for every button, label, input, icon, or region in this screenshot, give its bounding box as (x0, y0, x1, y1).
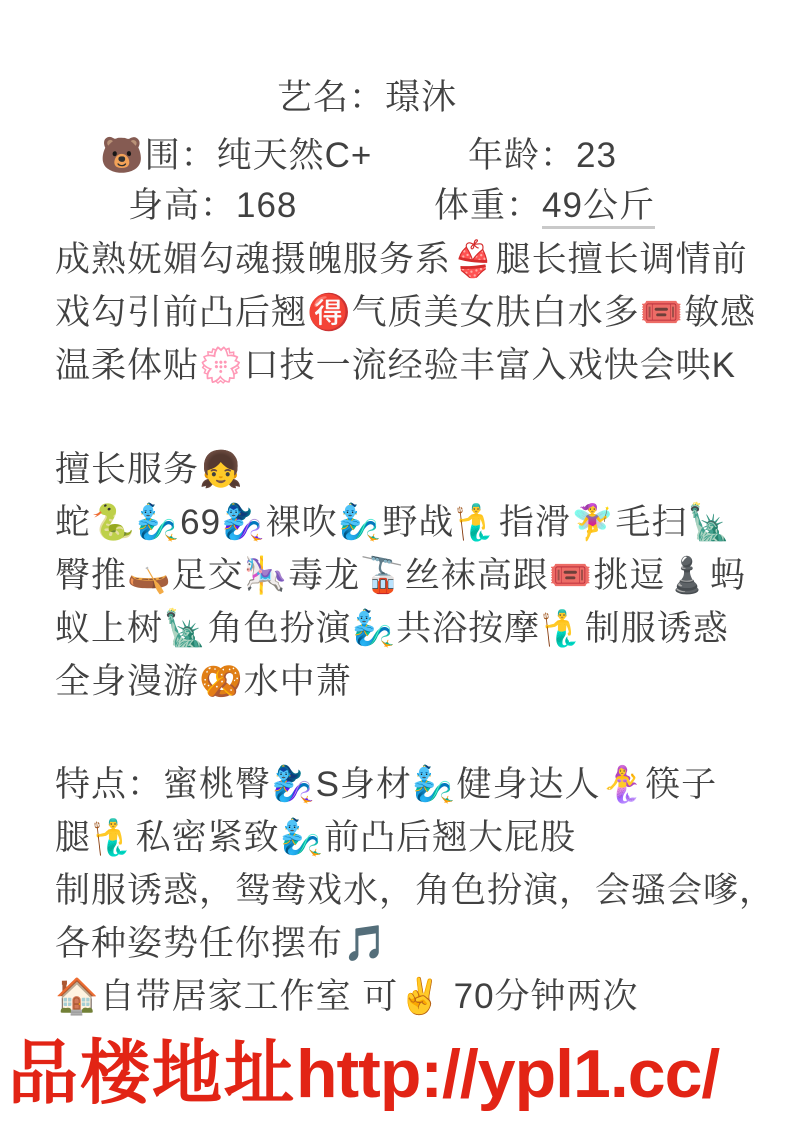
weight-value: 49公斤 (542, 186, 655, 229)
stage-name-line: 艺名：璟沐 (277, 78, 458, 117)
site-address-line (8, 1034, 719, 1125)
features-line-5: 🏠自带居家工作室 可✌️ 70分钟两次 (55, 977, 639, 1016)
weight-line (434, 184, 655, 228)
services-line-3: 蚁上树🗽角色扮演🧞‍♂️共浴按摩🧜‍♂️制服诱惑 (55, 609, 729, 648)
services-line-2: 臀推🛶足交🎠毒龙🚡丝袜高跟🎟️挑逗♟️蚂 (55, 556, 746, 595)
site-address-prefix: 品楼地址 (8, 1036, 296, 1113)
weight-label: 体重： (434, 186, 543, 225)
intro-line-1: 成熟妩媚勾魂摄魄服务系👙腿长擅长调情前 (55, 240, 748, 279)
features-line-4: 各种姿势任你摆布🎵 (55, 924, 388, 963)
intro-line-3: 温柔体贴💮口技一流经验丰富入戏快会哄K (55, 346, 736, 385)
intro-line-2: 戏勾引前凸后翘🉐气质美女肤白水多🎟️敏感 (55, 293, 757, 332)
bust-line: 🐻围：纯天然C+ (100, 136, 373, 175)
site-address-url: http://ypl1.cc/ (296, 1036, 720, 1112)
features-line-2: 腿🧜‍♂️私密紧致🧞‍♂️前凸后翘大屁股 (55, 818, 577, 857)
height-line: 身高：168 (128, 186, 298, 225)
services-title: 擅长服务👧 (55, 450, 244, 489)
features-line-1: 特点：蜜桃臀🧞‍♀️S身材🧞‍♂️健身达人🧜‍♀️筷子 (55, 765, 718, 804)
services-line-1: 蛇🐍🧞‍♂️69🧞‍♀️裸吹🧞‍♂️野战🧜‍♂️指滑🧚‍♀️毛扫🗽 (55, 503, 732, 542)
services-line-4: 全身漫游🥨水中萧 (55, 662, 352, 701)
age-line: 年龄：23 (468, 136, 617, 175)
features-line-3: 制服诱惑，鸳鸯戏水，角色扮演，会骚会嗲， (55, 871, 776, 910)
